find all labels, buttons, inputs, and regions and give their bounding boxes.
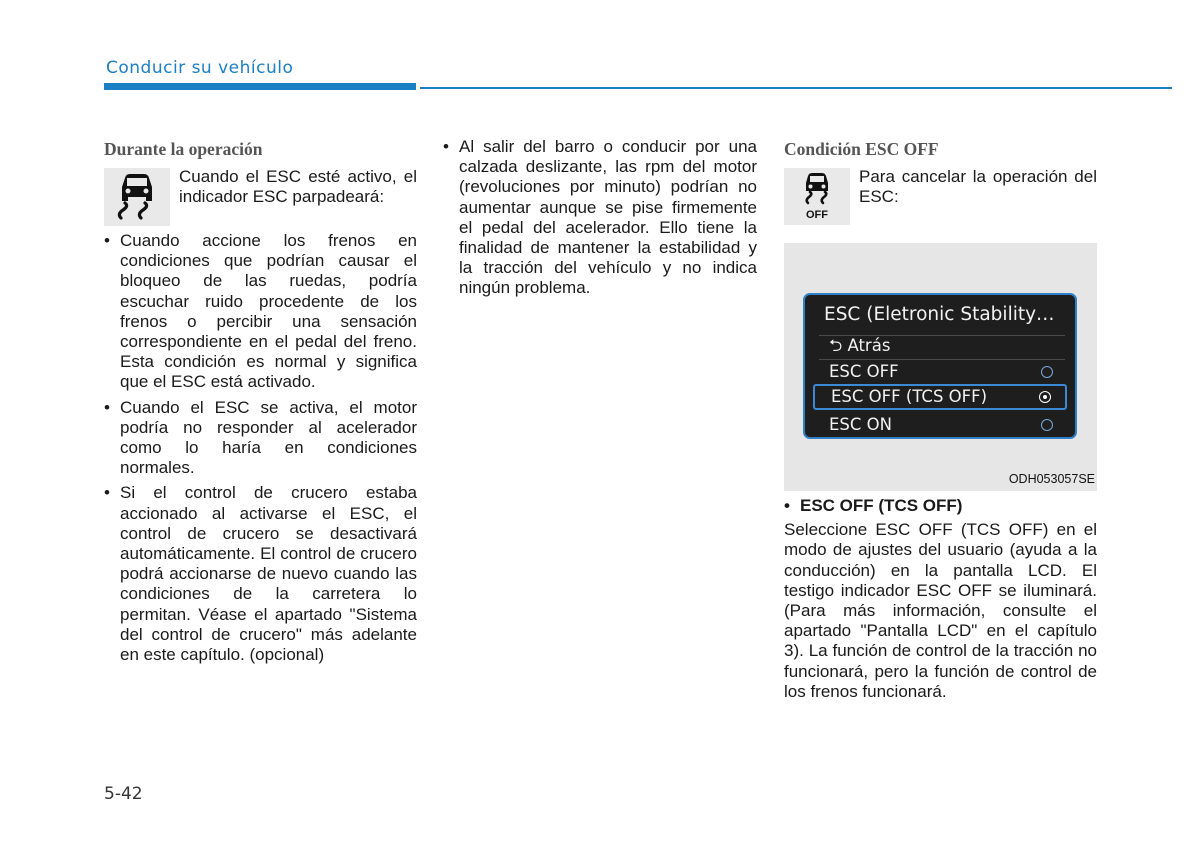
esc-off-icon: [784, 168, 850, 225]
photo-code: ODH053057SE: [1008, 471, 1095, 486]
column-2: [443, 137, 757, 299]
option-label: ESC OFF (TCS OFF): [831, 387, 988, 406]
screen-back-item[interactable]: ⮌ Atrás: [829, 336, 891, 355]
radio-icon: [1041, 419, 1053, 431]
esc-off-text: Para cancelar la operación del ESC:: [859, 167, 1097, 207]
column-3: [784, 137, 1097, 702]
list-item: • Si el control de crucero estaba accionado al activarse el ESC, el control de crucero se desactivará automáticamente. El control de crucero podrá accionarse de nuevo cuando las condiciones de la carretera lo permitan. Véase el apartado "Sistema del control de crucero" más adelante en este capítulo. (opcional): [104, 483, 417, 665]
esc-skid-car-icon: [104, 168, 170, 226]
header-rule-thick: [104, 83, 416, 90]
screen-title: ESC (Eletronic Stability…: [824, 304, 1055, 325]
list-item: • Al salir del barro o conducir por una calzada deslizante, las rpm del motor (revoluciones por minuto) podrían no aumentar aunque se pise firmemente el pedal del acelerador. Ello tiene la finalidad de mantener la estabilidad y la tracción del vehículo y no indica ningún problema.: [443, 137, 757, 299]
screen-option-esc-off[interactable]: [813, 359, 1067, 385]
option-label: ESC ON: [829, 415, 892, 434]
lcd-screen: [803, 293, 1077, 439]
column-1: [104, 137, 417, 665]
bullet-title-text: ESC OFF (TCS OFF): [800, 496, 963, 515]
esc-off-body: Seleccione ESC OFF (TCS OFF) en el modo de ajustes del usuario (ayuda a la conducción) en la pantalla LCD. El testigo indicador ESC OFF se iluminará. (Para más información, consulte el apartado "Pantalla LCD" en el capítulo 3). La función de control de la tracción no funcionará, pero la función de control de los frenos funcionará.: [784, 520, 1097, 701]
screen-option-esc-on[interactable]: [813, 412, 1067, 438]
page-number: 5-42: [104, 784, 143, 804]
esc-indicator-row: [104, 167, 417, 226]
col2-bullet-list: [443, 137, 757, 299]
subheading-durante: Durante la operación: [104, 139, 263, 159]
section-title: Conducir su vehículo: [106, 58, 294, 78]
list-item-title: [784, 496, 1097, 516]
col3-bullet-list: [784, 496, 1097, 516]
esc-indicator-text: Cuando el ESC esté activo, el indicador ESC parpadeará:: [179, 167, 417, 207]
esc-off-row: [784, 167, 1097, 225]
col1-bullet-list: [104, 231, 417, 665]
screen-option-esc-off-tcs-off[interactable]: [813, 384, 1067, 410]
radio-icon: [1041, 366, 1053, 378]
option-label: ESC OFF: [829, 362, 899, 381]
esc-off-icon-label: OFF: [806, 208, 828, 221]
radio-selected-icon: [1039, 391, 1051, 403]
list-item: • Cuando el ESC se activa, el motor podría no responder al acelerador como lo haría en condiciones normales.: [104, 398, 417, 479]
header-rule-thin: [420, 87, 1172, 89]
lcd-screen-photo: [784, 243, 1097, 491]
subheading-esc-off: Condición ESC OFF: [784, 139, 939, 159]
list-item: • Cuando accione los frenos en condiciones que podrían causar el bloqueo de las ruedas, podría escuchar ruido procedente de los frenos o percibir una sensación correspondiente en el pedal del freno. Esta condición es normal y significa que el ESC está activado.: [104, 231, 417, 393]
